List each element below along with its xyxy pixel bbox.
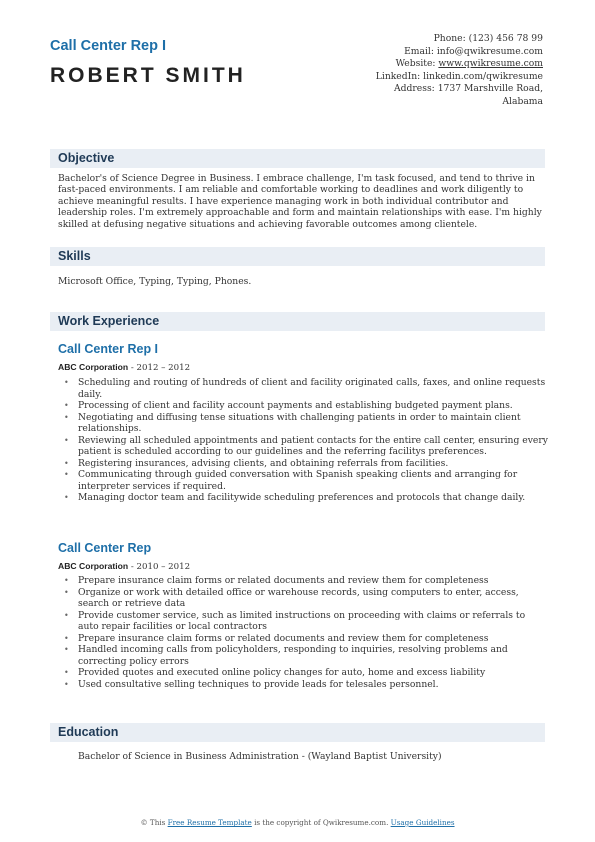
address-line-2: Alabama xyxy=(502,95,543,107)
objective-heading: Objective xyxy=(58,151,115,165)
bullet-item: • Reviewing all scheduled appointments and patient contacts for the entire call center, ensuring every patient is scheduled according to our guidelines and the referring facilitys preferences. xyxy=(64,435,548,458)
objective-section-header xyxy=(50,149,545,168)
bullet-item: • Provide customer service, such as limited instructions on proceeding with claims or referrals to auto repair facilities or local contractors xyxy=(64,610,548,633)
company-name: ABC Corporation xyxy=(58,561,129,571)
contact-block xyxy=(376,33,543,109)
education-text: Bachelor of Science in Business Administration - (Wayland Baptist University) xyxy=(78,751,442,762)
education-heading: Education xyxy=(58,725,119,739)
job-dates: - 2010 – 2012 xyxy=(128,562,191,572)
skills-heading: Skills xyxy=(58,249,91,263)
website-label: Website: xyxy=(395,58,439,70)
company-line xyxy=(58,362,190,373)
address-line-1: Address: 1737 Marshville Road, xyxy=(394,83,543,95)
job-title: Call Center Rep I xyxy=(58,342,159,356)
work-heading: Work Experience xyxy=(58,314,160,328)
work-section-header xyxy=(50,312,545,331)
job-bullets xyxy=(64,377,548,504)
bullet-item: • Processing of client and facility account payments and establishing budgeted payment plans. xyxy=(64,400,548,412)
bullet-item: • Communicating through guided conversation with Spanish speaking clients and arranging for interpreter services if required. xyxy=(64,469,548,492)
usage-guidelines-link[interactable]: Usage Guidelines xyxy=(390,818,455,827)
footer-prefix: © This xyxy=(140,818,168,827)
bullet-item: • Provided quotes and executed online policy changes for auto, home and excess liability xyxy=(64,667,548,679)
bullet-item: • Used consultative selling techniques to provide leads for telesales personnel. xyxy=(64,679,548,691)
job-title-header: Call Center Rep I xyxy=(50,38,167,54)
bullet-item: • Negotiating and diffusing tense situations with challenging patients in order to maintain client relationships. xyxy=(64,412,548,435)
company-name: ABC Corporation xyxy=(58,362,129,372)
website xyxy=(376,58,543,71)
objective-text: Bachelor's of Science Degree in Business. I embrace challenge, I'm task focused, and tend to thrive in fast-paced environments. I am reliable and comfortable working to deadlines and work diligently to achieve meaningful results. I have experience managing work in both individual contributor and leadership roles. I'm extremely approachable and form and maintain relationships with ease. I'm highly skilled at defusing negative situations and achieving favorable outcomes among clientele. xyxy=(58,173,542,230)
free-resume-template-link[interactable]: Free Resume Template xyxy=(167,818,252,827)
job-dates: - 2012 – 2012 xyxy=(128,363,191,373)
job-title: Call Center Rep xyxy=(58,541,152,555)
bullet-item: • Prepare insurance claim forms or related documents and review them for completeness xyxy=(64,633,548,645)
skills-section-header xyxy=(50,247,545,266)
company-line xyxy=(58,561,190,572)
bullet-item: • Managing doctor team and facilitywide scheduling preferences and protocols that change daily. xyxy=(64,492,548,504)
bullet-item: • Organize or work with detailed office or warehouse records, using computers to enter, access, search or retrieve data xyxy=(64,587,548,610)
job-bullets xyxy=(64,575,548,690)
footer-middle: is the copyright of Qwikresume.com. xyxy=(251,818,391,827)
education-section-header xyxy=(50,723,545,742)
email: Email: info@qwikresume.com xyxy=(404,45,543,57)
bullet-item: • Prepare insurance claim forms or related documents and review them for completeness xyxy=(64,575,548,587)
linkedin: LinkedIn: linkedin.com/qwikresume xyxy=(375,70,543,82)
website-link[interactable]: www.qwikresume.com xyxy=(438,58,543,70)
footer xyxy=(0,818,595,827)
bullet-item: • Scheduling and routing of hundreds of client and facility originated calls, faxes, and online requests daily. xyxy=(64,377,548,400)
bullet-item: • Registering insurances, advising clients, and obtaining referrals from facilities. xyxy=(64,458,548,470)
phone: Phone: (123) 456 78 99 xyxy=(433,33,543,44)
skills-text: Microsoft Office, Typing, Typing, Phones. xyxy=(58,276,252,287)
bullet-item: • Handled incoming calls from policyholders, responding to inquiries, resolving problems and correcting policy errors xyxy=(64,644,548,667)
candidate-name: ROBERT SMITH xyxy=(50,64,246,87)
